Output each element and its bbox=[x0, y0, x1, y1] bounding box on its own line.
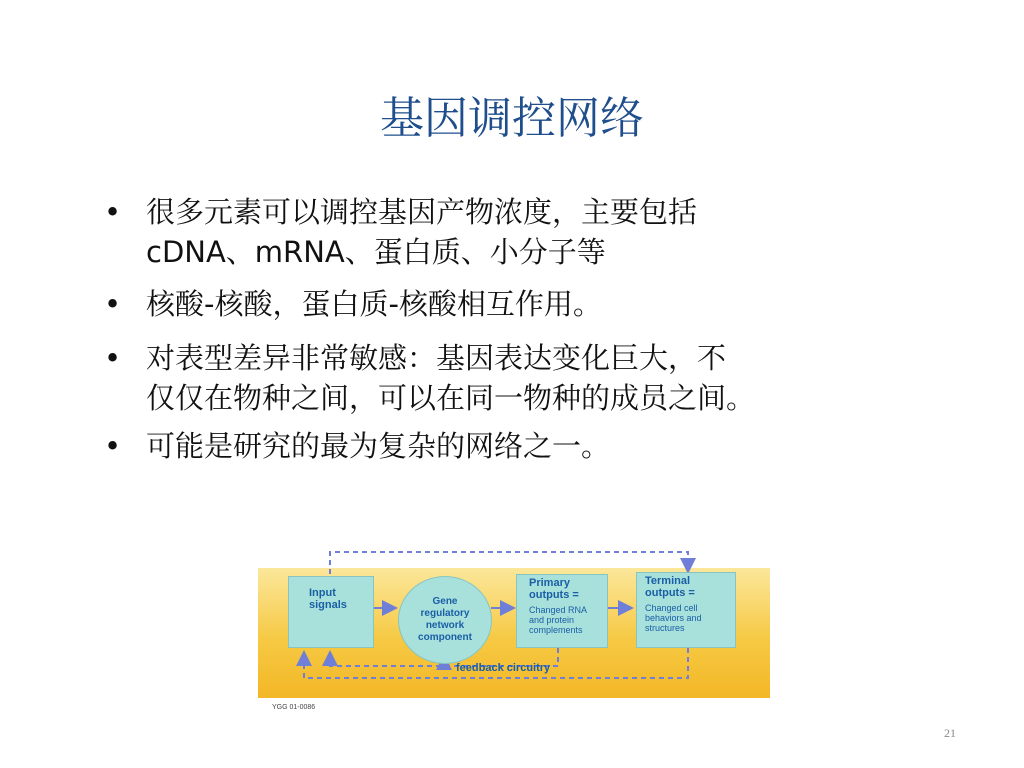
component-label-line: regulatory bbox=[420, 608, 470, 619]
bullet-item bbox=[102, 426, 982, 466]
bullet-text-line: • 核酸-核酸，蛋白质-核酸相互作用。 bbox=[146, 287, 602, 321]
terminal-sub-line: behaviors and bbox=[645, 613, 702, 623]
terminal-sub-line: Changed cell bbox=[645, 603, 698, 613]
top-dashed-loop bbox=[330, 552, 688, 574]
primary-sub-line: Changed RNA bbox=[529, 605, 588, 615]
primary-outputs-box bbox=[516, 574, 608, 648]
primary-label-line: Primary bbox=[529, 577, 570, 589]
component-label-line: Gene bbox=[432, 596, 458, 607]
terminal-outputs-box bbox=[636, 572, 736, 648]
bullet-item bbox=[102, 284, 982, 324]
primary-label-line: outputs = bbox=[529, 589, 579, 601]
input-label-line: Input bbox=[309, 587, 336, 599]
bullet-text-line: cDNA、mRNA、蛋白质、小分子等 bbox=[146, 235, 606, 269]
gene-network-diagram bbox=[258, 548, 778, 718]
bullet-text-line: • 可能是研究的最为复杂的网络之一。 bbox=[146, 429, 611, 463]
bullet-item bbox=[102, 338, 982, 418]
terminal-label-line: outputs = bbox=[645, 587, 695, 599]
component-label-line: component bbox=[418, 632, 472, 643]
input-signals-box bbox=[288, 576, 374, 648]
component-label-line: network bbox=[425, 620, 465, 631]
input-label-line: signals bbox=[309, 599, 347, 611]
slide-title: 基因调控网络 bbox=[380, 93, 644, 144]
bullet-text-line: 仅仅在物种之间，可以在同一物种的成员之间。 bbox=[146, 381, 756, 415]
primary-sub-line: and protein bbox=[529, 615, 575, 625]
bullet-item bbox=[102, 192, 982, 272]
gene-regulatory-network-component bbox=[398, 576, 492, 664]
bullet-text-line: • 对表型差异非常敏感：基因表达变化巨大，不 bbox=[146, 341, 727, 375]
primary-sub-line: complements bbox=[529, 625, 583, 635]
feedback-circuitry-label: feedback circuitry bbox=[456, 662, 551, 674]
bullet-list bbox=[102, 192, 982, 476]
terminal-label-line: Terminal bbox=[645, 575, 691, 587]
terminal-sub-line: structures bbox=[645, 623, 685, 633]
figure-credit: YGG 01-0086 bbox=[272, 704, 316, 711]
page-number: 21 bbox=[944, 726, 956, 740]
bullet-text-line: • 很多元素可以调控基因产物浓度，主要包括 bbox=[146, 195, 698, 229]
